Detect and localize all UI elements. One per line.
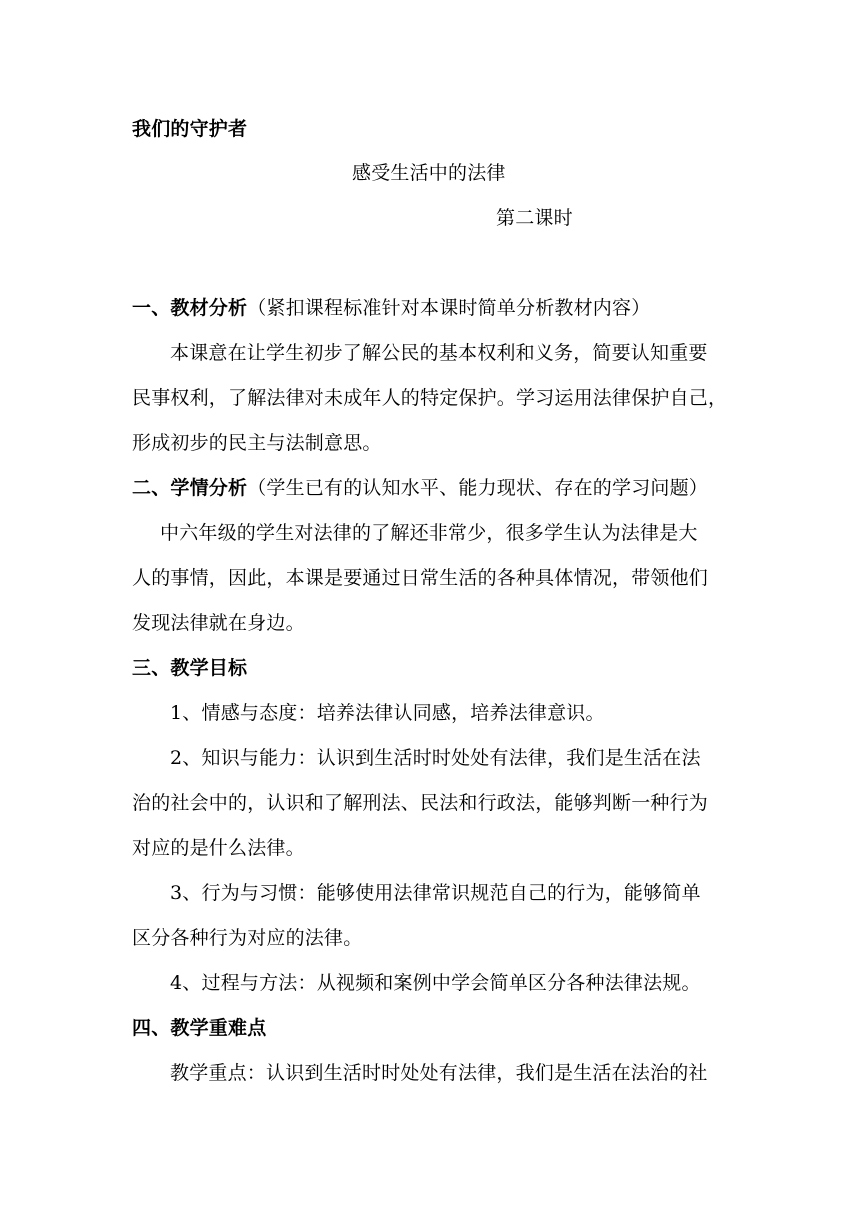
unit-title: 我们的守护者 (132, 118, 248, 140)
lesson-period: 第二课时 (496, 207, 573, 229)
section-1-note: （紧扣课程标准针对本课时简单分析教材内容） (247, 297, 651, 319)
objective-3-line-2: 区分各种行为对应的法律。 (132, 927, 363, 949)
key-point-line-1: 教学重点：认识到生活时时处处有法律，我们是生活在法治的社 (170, 1062, 708, 1084)
section-1-heading-line (132, 296, 732, 320)
section-2-line-2: 人的事情，因此，本课是要通过日常生活的各种具体情况，带领他们 (132, 567, 709, 589)
section-1-line-3: 形成初步的民主与法制意思。 (132, 432, 382, 454)
section-2-line-3: 发现法律就在身边。 (132, 612, 305, 634)
section-2-heading: 二、学情分析 (132, 477, 248, 499)
objective-2-line-3: 对应的是什么法律。 (132, 837, 305, 859)
objective-3-line-1: 3、行为与习惯：能够使用法律常识规范自己的行为，能够简单 (170, 882, 701, 904)
section-2-note: （学生已有的认知水平、能力现状、存在的学习问题） (247, 477, 709, 499)
objective-2-line-2: 治的社会中的，认识和了解刑法、民法和行政法，能够判断一种行为 (132, 792, 709, 814)
section-2-line-1: 中六年级的学生对法律的了解还非常少，很多学生认为法律是大 (160, 522, 698, 544)
objective-4: 4、过程与方法：从视频和案例中学会简单区分各种法律法规。 (170, 972, 701, 994)
section-1-line-2: 民事权利，了解法律对未成年人的特定保护。学习运用法律保护自己， (132, 387, 728, 409)
objective-1: 1、情感与态度：培养法律认同感，培养法律意识。 (170, 702, 605, 724)
section-4-heading: 四、教学重难点 (132, 1017, 267, 1039)
section-1-line-1: 本课意在让学生初步了解公民的基本权利和义务，简要认知重要 (170, 342, 708, 364)
lesson-title: 感受生活中的法律 (352, 162, 506, 184)
section-2-heading-line (132, 476, 732, 500)
section-1-heading: 一、教材分析 (132, 297, 248, 319)
objective-2-line-1: 2、知识与能力：认识到生活时时处处有法律，我们是生活在法 (170, 747, 701, 769)
section-3-heading: 三、教学目标 (132, 657, 248, 679)
